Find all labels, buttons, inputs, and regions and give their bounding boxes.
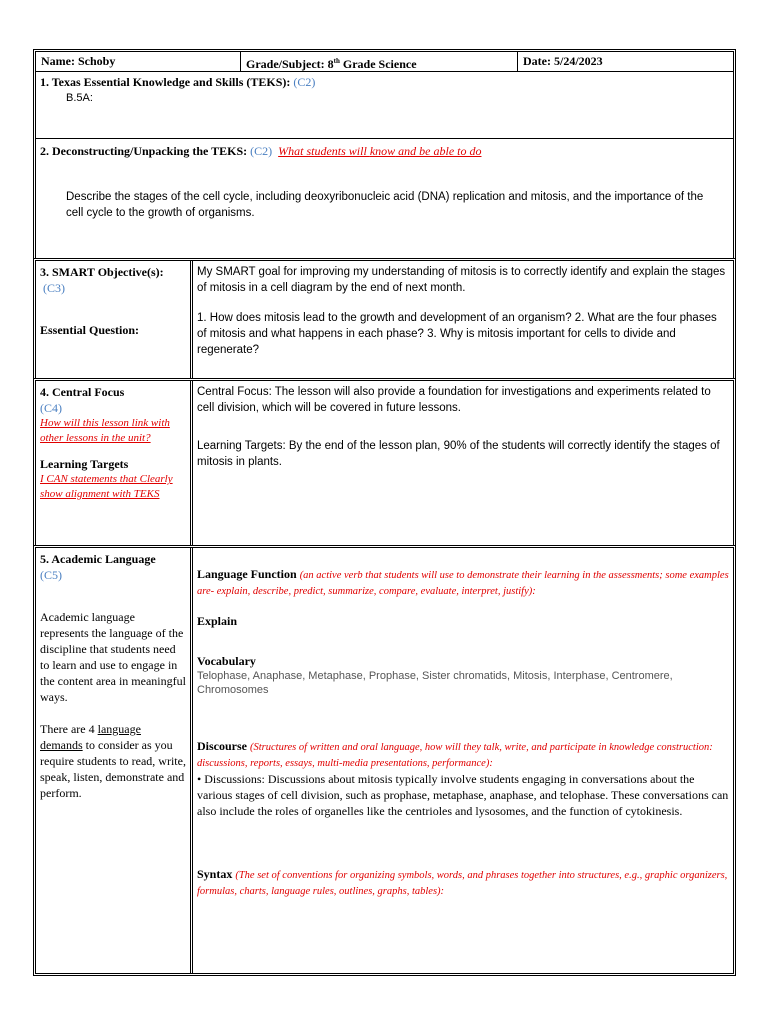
language-function: Language Function (an active verb that students will use to demonstrate their learning in the assessments; some examples are- explain, describe, predict, summarize, compare, evaluate, interpret, justify): [197,567,729,597]
learning-targets-text: Learning Targets: By the end of the lesson plan, 90% of the students will correctly identify the stages of mitosis in plants. [197,440,720,468]
essential-question-label: Essential Question: [40,323,140,337]
smart-goal: My SMART goal for improving my understanding of mitosis is to correctly identify and explain the stages of mitosis in a cell diagram by the end of next month. [197,266,726,294]
header-row [36,52,733,72]
focus-code: (C4) [40,401,62,415]
smart-left [36,261,193,378]
date-field [518,52,733,71]
deconstruct-title: 2. Deconstructing/Unpacking the TEKS: (C2) What students will know and be able to do [40,144,482,158]
academic-right [193,548,733,973]
learning-targets-hint: I CAN statements that Clearly show alignment with TEKS [40,473,173,500]
section-teks [36,72,733,139]
essential-questions: 1. How does mitosis lead to the growth and development of an organism? 2. What are the four phases of mitosis and what happens in each phase? 3. Why is mitosis important for cells to divide and regenerate? [197,312,717,356]
grade-sup: th [333,57,340,65]
central-focus-text: Central Focus: The lesson will also provide a foundation for investigations and experiments related to cell division, which will be covered in future lessons. [197,386,711,414]
academic-left [36,548,193,973]
discourse: Discourse (Structures of written and oral language, how will they talk, write, and participate in knowledge construction: discussions, reports, essays, multi-media presentations, performance): [197,739,713,769]
academic-desc: Academic language represents the language of the discipline that students need to learn and use to engage in the content area in meaningful ways. [40,610,186,704]
lesson-plan-form [33,49,736,976]
focus-hint: How will this lesson link with other lessons in the unit? [40,417,170,444]
focus-left [36,381,193,545]
smart-right [193,261,733,378]
language-function-value: Explain [197,614,238,628]
section-smart [33,258,736,378]
grade-label: Grade/Subject: 8 [246,57,334,71]
discourse-body: • Discussions: Discussions about mitosis typically involve students engaging in conversations about the various stages of cell division, such as prophase, metaphase, anaphase, and telophase. These conversations can also include the roles of organelles like the centrioles and lysosomes, and the function of cytokinesis. [197,772,729,818]
teks-value: B.5A: [66,92,93,104]
teks-title: 1. Texas Essential Knowledge and Skills (TEKS): (C2) [40,75,316,89]
syntax: Syntax (The set of conventions for organizing symbols, words, and phrases together into structures, e.g., graphic organizers, formulas, charts, language rules, outlines, graphs, tables): [197,867,728,897]
academic-title: 5. Academic Language [40,552,156,566]
deconstruct-body: Describe the stages of the cell cycle, including deoxyribonucleic acid (DNA) replication and mitosis, and the importance of the cell cycle to the growth of organisms. [66,191,704,219]
date-text: Date: 5/24/2023 [523,54,603,68]
focus-right [193,381,733,545]
section-deconstruct [36,139,733,225]
smart-title: 3. SMART Objective(s): (C3) [40,265,164,295]
learning-targets-label: Learning Targets [40,457,129,471]
header-box [33,49,736,258]
section-central-focus [33,378,736,545]
grade-subject-field [241,52,518,71]
academic-code: (C5) [40,568,62,582]
section-academic-language [33,545,736,976]
language-demands-text: There are 4 language demands to consider as you require students to read, write, speak, listen, demonstrate and perform. [40,722,186,800]
vocabulary-label: Vocabulary [197,654,256,668]
focus-title: 4. Central Focus [40,385,125,399]
name-field [36,52,241,71]
grade-rest: Grade Science [339,57,417,71]
vocabulary-text: Telophase, Anaphase, Metaphase, Prophase, Sister chromatids, Mitosis, Interphase, Centromere, Chromosomes [197,670,673,696]
name-text: Name: Schoby [41,54,116,68]
